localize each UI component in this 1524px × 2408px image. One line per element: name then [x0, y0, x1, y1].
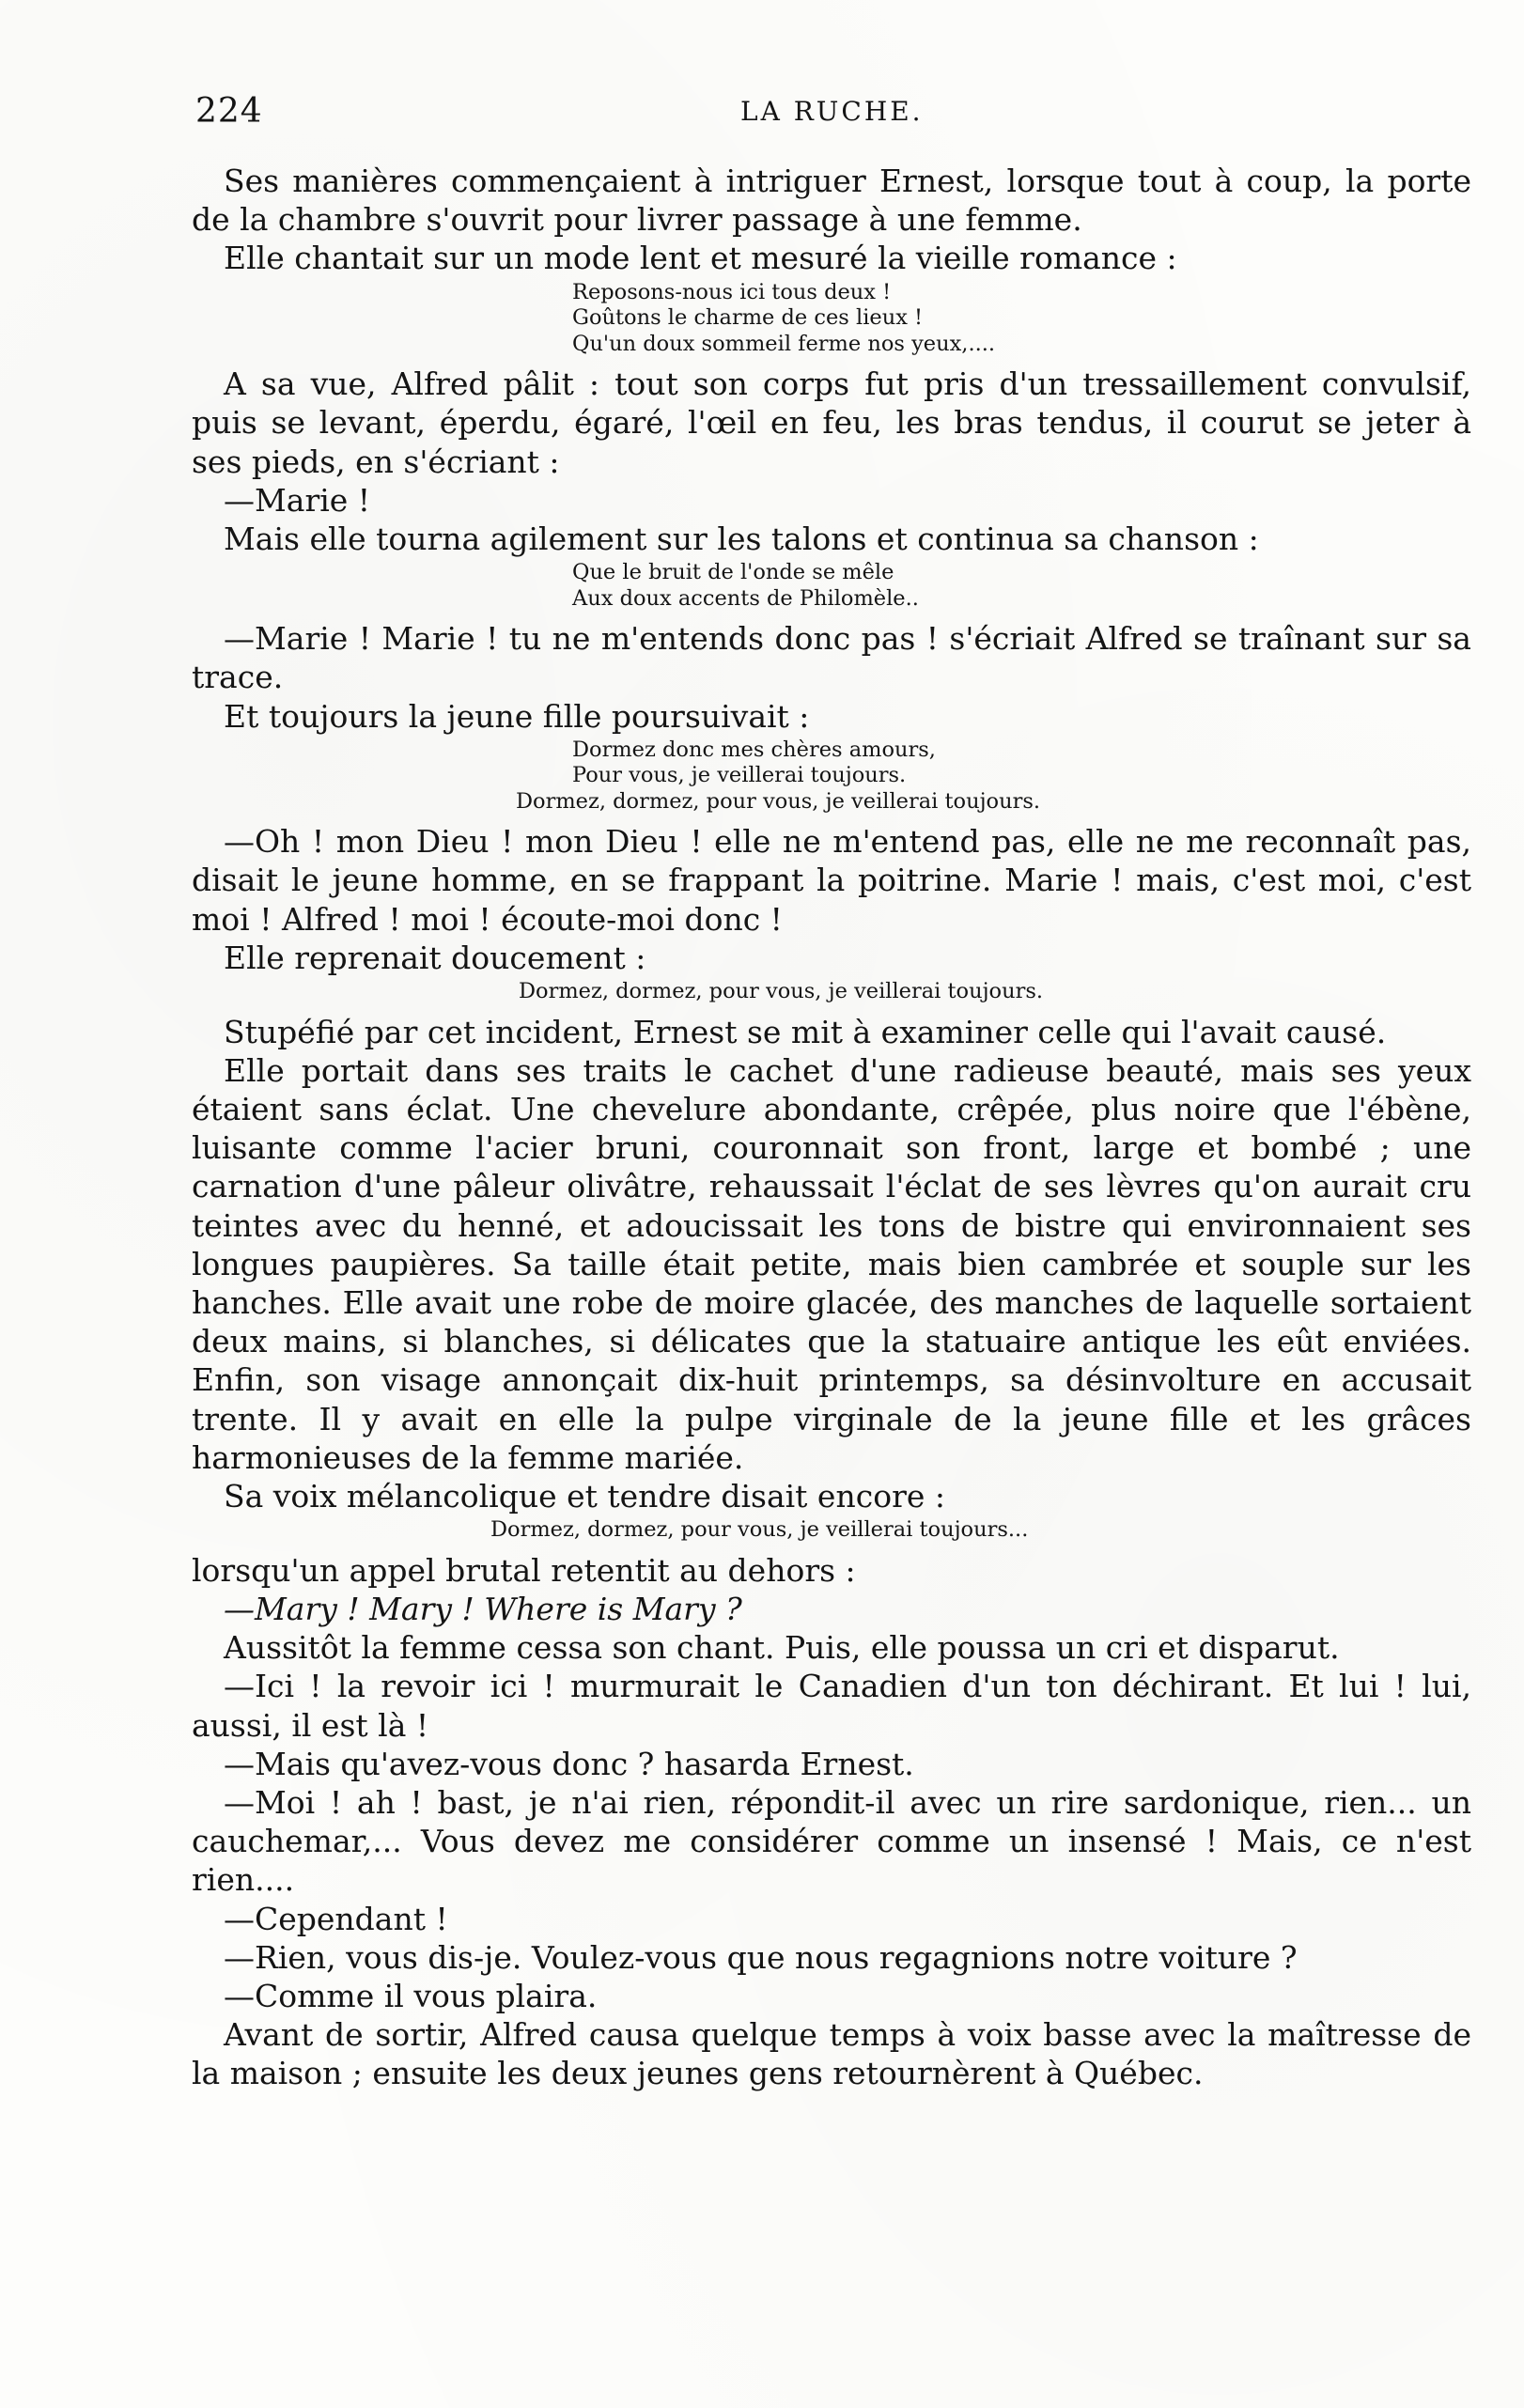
paragraph: Elle reprenait doucement : — [224, 939, 646, 976]
verse-line: Reposons-nous ici tous deux ! — [572, 279, 892, 304]
verse-block — [192, 979, 1471, 1005]
paragraph: —Mais qu'avez-vous donc ? hasarda Ernest. — [224, 1745, 914, 1782]
paragraph: Avant de sortir, Alfred causa quelque temps à voix basse avec la maîtresse de la maison ; ensuite les deux jeunes gens retournèrent à Québec. — [192, 2016, 1471, 2092]
paragraph: Aussitôt la femme cessa son chant. Puis, elle poussa un cri et disparut. — [224, 1629, 1340, 1667]
verse-line: Dormez, dormez, pour vous, je veillerai toujours. — [519, 979, 1044, 1004]
verse-line: Goûtons le charme de ces lieux ! — [572, 305, 924, 331]
paragraph: —Marie ! Marie ! tu ne m'entends donc pas ! s'écriait Alfred se traînant sur sa trace. — [192, 620, 1471, 696]
paragraph: Ses manières commençaient à intriguer Ernest, lorsque tout à coup, la porte de la chambre s'ouvrit pour livrer passage à une femme. — [192, 163, 1471, 239]
paragraph: —Rien, vous dis-je. Voulez-vous que nous regagnions notre voiture ? — [224, 1938, 1298, 1976]
verse-block — [192, 1517, 1471, 1544]
paragraph: Mais elle tourna agilement sur les talons et continua sa chanson : — [224, 520, 1259, 557]
paragraph: lorsqu'un appel brutal retentit au dehors : — [192, 1551, 856, 1589]
paragraph: —Oh ! mon Dieu ! mon Dieu ! elle ne m'entend pas, elle ne me reconnaît pas, disait le jeune homme, en se frappant la poitrine. Marie ! mais, c'est moi, c'est moi ! Alfred ! moi ! écoute-moi donc ! — [192, 823, 1471, 938]
paragraph: —Moi ! ah ! bast, je n'ai rien, répondit-il avec un rire sardonique, rien... un cauchemar,... Vous devez me considérer comme un insensé ! Mais, ce n'est rien.... — [192, 1783, 1471, 1899]
paragraph: —Cependant ! — [224, 1900, 448, 1937]
verse-block — [192, 560, 1471, 612]
verse-line: Dormez donc mes chères amours, — [572, 737, 936, 762]
paragraph: Stupéfié par cet incident, Ernest se mit à examiner celle qui l'avait causé. — [224, 1013, 1387, 1050]
page-text — [192, 162, 1471, 2093]
page-header — [195, 92, 1473, 139]
verse-line: Que le bruit de l'onde se mêle — [572, 560, 894, 585]
paragraph: A sa vue, Alfred pâlit : tout son corps fut pris d'un tressaillement convulsif, puis se levant, éperdu, égaré, l'œil en feu, les bras tendus, il courut se jeter à ses pieds, en s'écriant : — [192, 365, 1471, 480]
paragraph: —Ici ! la revoir ici ! murmurait le Canadien d'un ton déchirant. Et lui ! lui, aussi, il est là ! — [192, 1668, 1471, 1744]
paragraph: Et toujours la jeune fille poursuivait : — [224, 697, 810, 735]
verse-block — [192, 738, 1471, 816]
paragraph: —Comme il vous plaira. — [224, 1977, 598, 2014]
paragraph: —Marie ! — [224, 481, 371, 519]
paragraph: Sa voix mélancolique et tendre disait encore : — [224, 1477, 945, 1515]
paragraph-english-call: —Mary ! Mary ! Where is Mary ? — [224, 1590, 742, 1627]
verse-line: Dormez, dormez, pour vous, je veillerai toujours... — [490, 1517, 1029, 1543]
verse-block — [192, 280, 1471, 358]
paragraph: Elle chantait sur un mode lent et mesuré la vieille romance : — [224, 240, 1177, 277]
paragraph: Elle portait dans ses traits le cachet d'une radieuse beauté, mais ses yeux étaient sans éclat. Une chevelure abondante, crêpée, plus noire que l'ébène, luisante comme l'acier bruni, couronnait son front, large et bombé ; une carnation d'une pâleur olivâtre, rehaussait l'éclat de ses lèvres qu'on aurait cru teintes avec du henné, et adoucissait les tons de bistre qui environnaient ses longues paupières. Sa taille était petite, mais bien cambrée et souple sur les hanches. Elle avait une robe de moire glacée, des manches de laquelle sortaient deux mains, si blanches, si délicates que la statuaire antique les eût enviées. Enfin, son visage annonçait dix-huit printemps, sa désinvolture en accusait trente. Il y avait en elle la pulpe virginale de la jeune fille et les grâces harmonieuses de la femme mariée. — [192, 1051, 1471, 1476]
running-title: LA RUCHE. — [740, 96, 924, 127]
verse-line: Pour vous, je veillerai toujours. — [572, 763, 907, 788]
verse-line: Dormez, dormez, pour vous, je veillerai toujours. — [516, 788, 1041, 814]
verse-line: Qu'un doux sommeil ferme nos yeux,.... — [572, 331, 996, 356]
page-number: 224 — [195, 92, 263, 131]
verse-line: Aux doux accents de Philomèle.. — [572, 585, 919, 611]
